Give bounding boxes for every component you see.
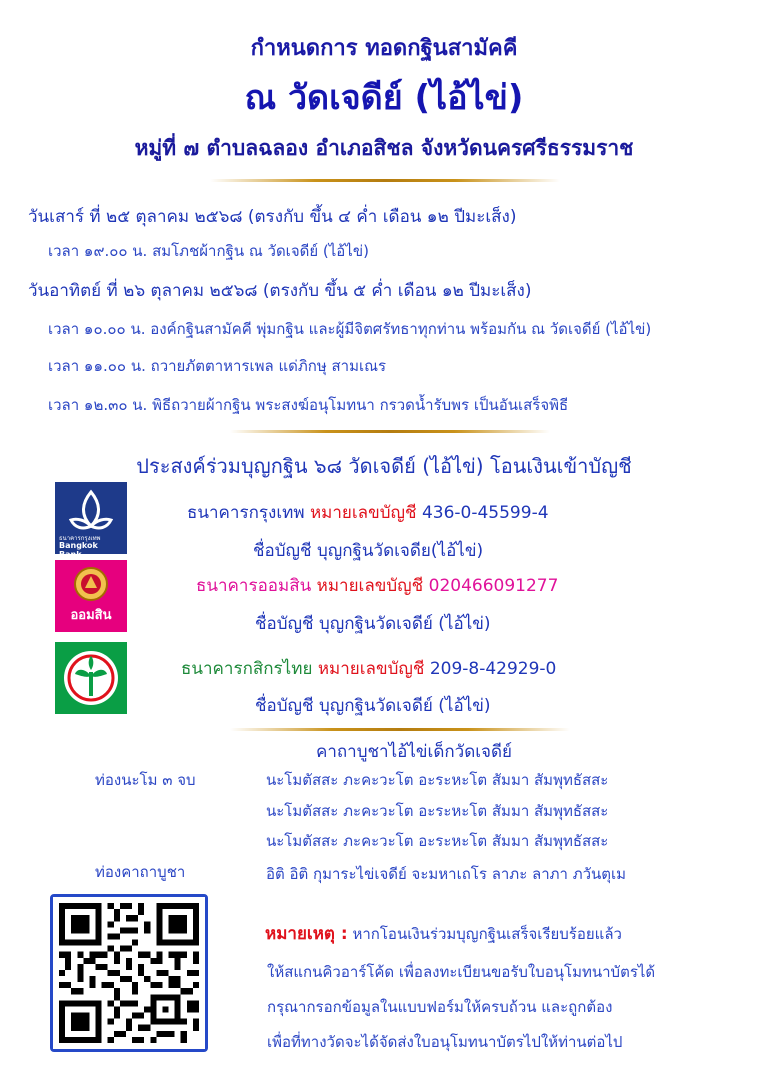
bank-name: ธนาคารกสิกรไทย: [181, 659, 313, 679]
title-address: หมู่ที่ ๗ ตำบลฉลอง อำเภอสิชล จังหวัดนครศรีธรรมราช: [134, 136, 634, 160]
chant-katha-label: ท่องคาถาบูชา: [95, 863, 186, 881]
bank-line-gsb: [196, 572, 558, 599]
account-name-gsb: ชื่อบัญชี บุญกฐินวัดเจดีย์ (ไอ้ไข่): [255, 614, 491, 634]
chant-namo-label: ท่องนะโม ๓ จบ: [95, 771, 196, 789]
schedule-item: เวลา ๑๑.๐๐ น. ถวายภัตตาหารเพล แด่ภิกษุ สามเณร: [48, 357, 387, 375]
note-text: หากโอนเงินร่วมบุญกฐินเสร็จเรียบร้อยแล้ว: [352, 925, 622, 943]
title-line-1: กำหนดการ ทอดกฐินสามัคคี: [250, 36, 518, 61]
divider-gold: [210, 179, 560, 182]
account-number: 436-0-45599-4: [421, 503, 549, 523]
account-label: หมายเลขบัญชี: [317, 659, 425, 679]
bank-name: ธนาคารออมสิน: [196, 576, 312, 596]
account-name-bangkok: ชื่อบัญชี บุญกฐินวัดเจดีย(ไอ้ไข่): [253, 541, 484, 561]
note-line-1: [265, 920, 622, 947]
divider-gold: [230, 430, 550, 433]
gsb-logo-text: ออมสิน: [70, 608, 112, 623]
bangkok-bank-logo: [55, 482, 127, 559]
chant-heading: คาถาบูชาไอ้ไข่เด็กวัดเจดีย์: [315, 742, 513, 762]
account-label: หมายเลขบัญชี: [316, 576, 424, 596]
note-line-4: เพื่อที่ทางวัดจะได้จัดส่งใบอนุโมทนาบัตรไปให้ท่านต่อไป: [267, 1033, 623, 1051]
schedule-item: เวลา ๑๙.๐๐ น. สมโภชผ้ากฐิน ณ วัดเจดีย์ (ไอ้ไข่): [48, 242, 369, 260]
note-line-3: กรุณากรอกข้อมูลในแบบฟอร์มให้ครบถ้วน และถูกต้อง: [267, 998, 613, 1016]
gsb-logo: [55, 560, 127, 632]
chant-line: นะโมตัสสะ ภะคะวะโต อะระหะโต สัมมา สัมพุทธัสสะ: [266, 802, 609, 820]
account-number: 020466091277: [428, 576, 559, 596]
title-temple-name: ณ วัดเจดีย์ (ไอ้ไข่): [244, 78, 524, 118]
note-line-2: ให้สแกนคิวอาร์โค้ด เพื่อลงทะเบียนขอรับใบอนุโมทนาบัตรได้: [267, 963, 656, 981]
bangkok-bank-logo-thai: ธนาคารกรุงเทพ: [59, 535, 101, 542]
bank-line-bangkok: [187, 499, 549, 526]
qr-code-frame[interactable]: [50, 894, 208, 1052]
bank-line-kasikorn: [181, 655, 556, 682]
account-number: 209-8-42929-0: [429, 659, 557, 679]
chant-katha-line: อิติ อิติ กุมาระไข่เจดีย์ จะมหาเถโร ลาภะ ลาภา ภวันตุเม: [266, 865, 627, 883]
schedule-item: เวลา ๑๒.๓๐ น. พิธีถวายผ้ากฐิน พระสงฆ์อนุโมทนา กรวดน้ำรับพร เป็นอันเสร็จพิธี: [48, 396, 569, 414]
schedule-item: เวลา ๑๐.๐๐ น. องค์กฐินสามัคคี พุ่มกฐิน และผู้มีจิตศรัทธาทุกท่าน พร้อมกัน ณ วัดเจดีย์ (ไอ้ไข่): [48, 320, 652, 338]
bank-name: ธนาคารกรุงเทพ: [187, 503, 305, 523]
schedule-day-1: วันเสาร์ ที่ ๒๕ ตุลาคม ๒๕๖๘ (ตรงกับ ขึ้น ๔ ค่ำ เดือน ๑๒ ปีมะเส็ง): [28, 207, 517, 227]
schedule-day-2: วันอาทิตย์ ที่ ๒๖ ตุลาคม ๒๕๖๘ (ตรงกับ ขึ้น ๕ ค่ำ เดือน ๑๒ ปีมะเส็ง): [28, 281, 532, 301]
chant-line: นะโมตัสสะ ภะคะวะโต อะระหะโต สัมมา สัมพุทธัสสะ: [266, 832, 609, 850]
bangkok-bank-logo-text: Bangkok Bank: [59, 541, 98, 559]
divider-gold: [230, 728, 570, 731]
kasikorn-emblem-icon: [55, 642, 127, 714]
qr-code-icon[interactable]: [53, 897, 205, 1049]
chant-line: นะโมตัสสะ ภะคะวะโต อะระหะโต สัมมา สัมพุทธัสสะ: [266, 771, 609, 789]
account-name-kasikorn: ชื่อบัญชี บุญกฐินวัดเจดีย์ (ไอ้ไข่): [255, 696, 491, 716]
note-label: หมายเหตุ :: [265, 924, 348, 944]
kasikorn-bank-logo: [55, 642, 127, 714]
account-label: หมายเลขบัญชี: [309, 503, 417, 523]
donation-heading: ประสงค์ร่วมบุญกฐิน ๖๘ วัดเจดีย์ (ไอ้ไข่) โอนเงินเข้าบัญชี: [136, 454, 632, 478]
